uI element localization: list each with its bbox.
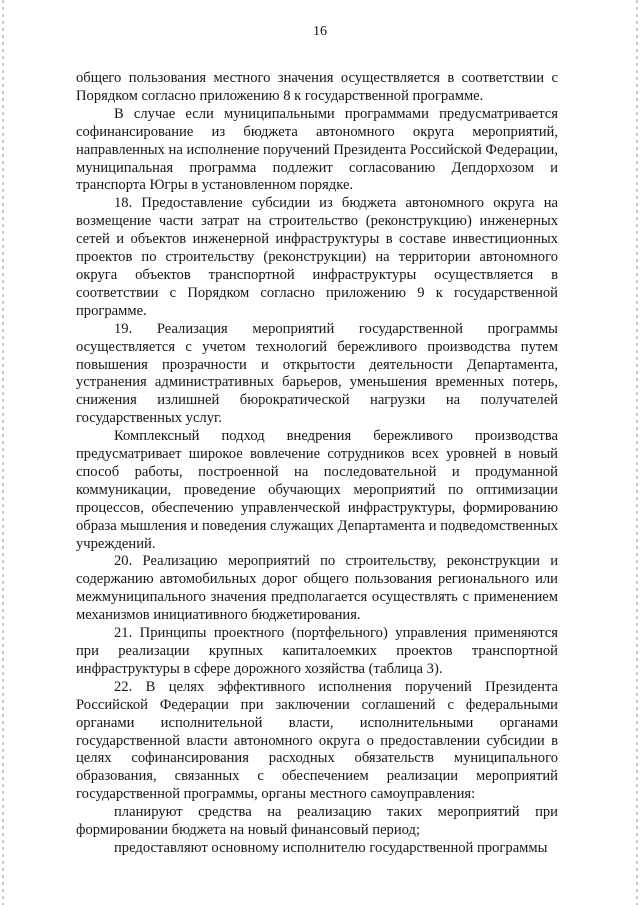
paragraph-21: 21. Принципы проектного (портфельного) управления применяются при реализации крупных капиталоемких проектов транспортной инфраструктуры в сфере дорожного хозяйства (таблица 3). [76, 625, 558, 677]
scan-right-edge [636, 0, 638, 905]
paragraph-18: 18. Предоставление субсидии из бюджета автономного округа на возмещение части затрат на строительство (реконструкцию) инженерных сетей и объектов инженерной инфраструктуры в составе инвестиционных проектов по строительству (реконструкции) на территории автономного округа объектов транспортной инфраструктуры осуществляется в соответствии с Порядком согласно приложению 9 к государственной программе. [76, 195, 558, 319]
paragraph-provide: предоставляют основному исполнителю государственной программы [114, 839, 548, 856]
paragraph-19: 19. Реализация мероприятий государственной программы осуществляется с учетом технологий бережливого производства путем повышения прозрачности и открытости деятельности Департамента, устранения административных барьеров, уменьшения временных потерь, снижения излишней бюрократической нагрузки на получателей государственных услуг. [76, 320, 558, 427]
paragraph-plan-funds: планируют средства на реализацию таких мероприятий при формировании бюджета на новый финансовый период; [76, 804, 558, 839]
paragraph-cofinancing: В случае если муниципальными программами предусматривается софинансирование из бюджета автономного округа мероприятий, направленных на исполнение поручений Президента Российской Федерации, муниципальная программа подлежит согласованию Депдорхозом и транспорта Югры в установленном порядке. [76, 105, 558, 194]
document-body [76, 70, 558, 858]
paragraph-22: 22. В целях эффективного исполнения поручений Президента Российской Федерации при заключении соглашений с федеральными органами исполнительной власти, исполнительными органами государственной власти автономного округа о предоставлении субсидии в целях софинансирования расходных обязательств муниципального образования, связанных с обеспечением реализации мероприятий государственной программы, органы местного самоуправления: [76, 678, 558, 803]
paragraph-20: 20. Реализацию мероприятий по строительству, реконструкции и содержанию автомобильных дорог общего пользования регионального или межмуниципального значения предполагается осуществлять с применением механизмов инициативного бюджетирования. [76, 553, 558, 624]
page-number: 16 [313, 24, 327, 39]
paragraph-continuation: общего пользования местного значения осуществляется в соответствии с Порядком согласно приложению 8 к государственной программе. [76, 70, 558, 104]
paragraph-lean-approach: Комплексный подход внедрения бережливого производства предусматривает широкое вовлечение сотрудников всех уровней в новый способ работы, построенной на последовательной и продуманной коммуникации, проведение обучающих мероприятий по оптимизации процессов, обеспечению управленческой инфраструктуры, формированию образа мышления и поведения служащих Департамента и подведомственных учреждений. [76, 428, 558, 552]
scan-left-edge [2, 0, 4, 905]
